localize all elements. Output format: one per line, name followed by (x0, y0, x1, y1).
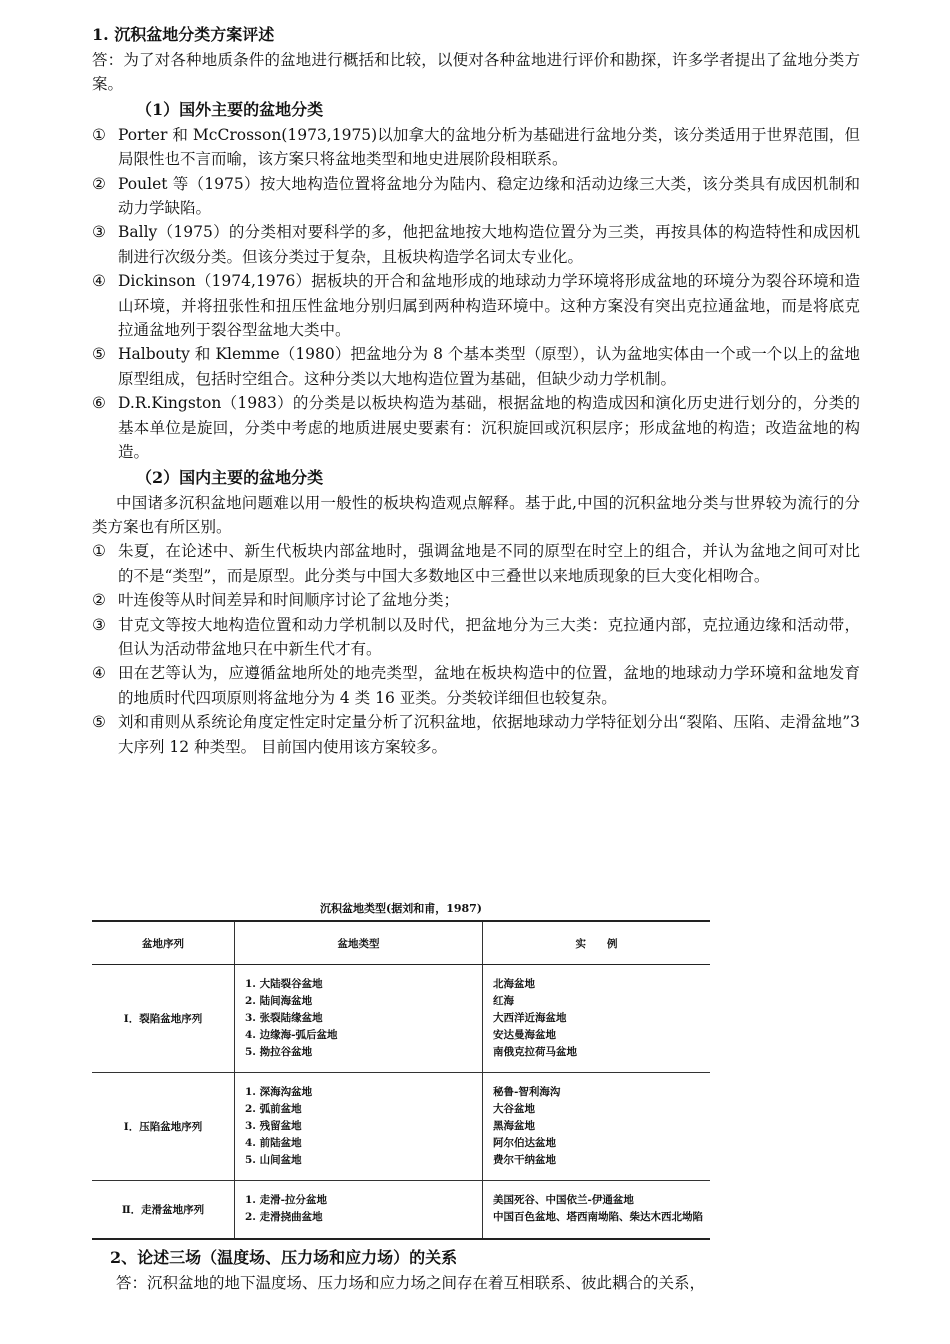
foreign-list (92, 123, 860, 465)
table-title: 沉积盆地类型(据刘和甫，1987) (319, 902, 483, 915)
example-item: 大谷盆地 (493, 1103, 535, 1115)
table-row (92, 1073, 710, 1181)
section1-title: 1. 沉积盆地分类方案评述 (92, 25, 275, 44)
list-item (92, 220, 860, 269)
examples-cell (483, 1073, 711, 1181)
list-item (92, 269, 860, 342)
example-item: 阿尔伯达盆地 (493, 1137, 556, 1149)
item-number: ④ (92, 272, 106, 291)
item-number: ⑥ (92, 394, 106, 413)
example-item: 中国百色盆地、塔西南坳陷、柴达木西北坳陷 (493, 1211, 703, 1224)
item-number: ① (92, 542, 106, 561)
type-item: 2. 弧前盆地 (245, 1103, 302, 1115)
section2-intro: 答：沉积盆地的地下温度场、压力场和应力场之间存在着互相联系、彼此耦合的关系， (116, 1274, 706, 1292)
type-item: 1. 走滑-拉分盆地 (245, 1194, 327, 1207)
foreign-heading: （1）国外主要的盆地分类 (136, 99, 324, 119)
list-item (92, 539, 860, 588)
item-text: 刘和甫则从系统论角度定性定时定量分析了沉积盆地，依据地球动力学特征划分出“裂陷、压陷、走滑盆地”3 大序列 12 种类型。 目前国内使用该方案较多。 (118, 713, 860, 756)
basin-classification-table-figure (92, 898, 710, 1240)
item-number: ④ (92, 664, 106, 683)
item-text: Halbouty 和 Klemme（1980）把盆地分为 8 个基本类型（原型），认为盆地实体由一个或一个以上的盆地原型组成，包括时空组合。这种分类以大地构造位置为基础，但缺少动力学机制。 (118, 345, 860, 388)
section2 (92, 1245, 860, 1295)
domestic-intro: 中国诸多沉积盆地问题难以用一般性的板块构造观点解释。基于此,中国的沉积盆地分类与世界较为流行的分类方案也有所区别。 (92, 493, 860, 536)
type-item: 3. 残留盆地 (245, 1120, 302, 1132)
header-examples: 实 例 (483, 921, 711, 965)
section2-title: 2、论述三场（温度场、压力场和应力场）的关系 (110, 1248, 458, 1267)
item-text: Porter 和 McCrosson(1973,1975)以加拿大的盆地分析为基础进行盆地分类，该分类适用于世界范围，但局限性也不言而喻，该方案只将盆地类型和地史进展阶段相联系。 (118, 125, 860, 169)
type-item: 2. 陆间海盆地 (245, 995, 313, 1007)
list-item (92, 588, 860, 612)
document-body (92, 22, 860, 759)
example-item: 秘鲁-智利海沟 (493, 1086, 561, 1098)
types-cell (235, 965, 483, 1073)
list-item (92, 172, 860, 221)
examples-cell (483, 965, 711, 1073)
table-row (92, 965, 710, 1073)
list-item (92, 391, 860, 464)
item-number: ⑤ (92, 713, 106, 732)
item-number: ② (92, 591, 106, 610)
example-item: 美国死谷、中国依兰-伊通盆地 (493, 1194, 634, 1207)
item-text: D.R.Kingston（1983）的分类是以板块构造为基础，根据盆地的构造成因和演化历史进行划分的，分类的基本单位是旋回，分类中考虑的地质进展史要素有：沉积旋回或沉积层序；形成盆地的构造；改造盆地的构造。 (118, 394, 860, 462)
table-row (92, 1181, 710, 1239)
type-item: 1. 深海沟盆地 (245, 1086, 313, 1098)
item-number: ⑤ (92, 345, 106, 364)
item-text: 叶连俊等从时间差异和时间顺序讨论了盆地分类； (118, 591, 460, 610)
item-number: ② (92, 174, 106, 193)
types-cell (235, 1073, 483, 1181)
type-item: 2. 走滑挠曲盆地 (245, 1211, 323, 1224)
type-item: 1. 大陆裂谷盆地 (245, 978, 323, 990)
example-item: 费尔干纳盆地 (493, 1154, 556, 1166)
domestic-heading: （2）国内主要的盆地分类 (136, 467, 324, 487)
type-item: 4. 边缘海-弧后盆地 (245, 1029, 338, 1041)
type-item: 4. 前陆盆地 (245, 1137, 302, 1149)
item-text: 田在艺等认为，应遵循盆地所处的地壳类型，盆地在板块构造中的位置，盆地的地球动力学环境和盆地发育的地质时代四项原则将盆地分为 4 类 16 亚类。分类较详细但也较复杂。 (118, 664, 860, 707)
basin-classification-table (92, 920, 710, 1240)
item-text: 朱夏，在论述中、新生代板块内部盆地时，强调盆地是不同的原型在时空上的组合，并认为盆地之间可对比的不是“类型”，而是原型。此分类与中国大多数地区中三叠世以来地质现象的巨大变化相吻合。 (118, 542, 860, 585)
item-number: ③ (92, 615, 106, 634)
series-cell: Ⅱ．走滑盆地序列 (92, 1181, 235, 1239)
section1-intro: 答：为了对各种地质条件的盆地进行概括和比较，以便对各种盆地进行评价和勘探，许多学者提出了盆地分类方案。 (92, 51, 860, 94)
list-item (92, 123, 860, 172)
item-number: ③ (92, 223, 106, 242)
list-item (92, 710, 860, 759)
type-item: 5. 山间盆地 (245, 1154, 302, 1166)
item-text: Bally（1975）的分类相对要科学的多，他把盆地按大地构造位置分为三类，再按具体的构造特性和成因机制进行次级分类。但该分类过于复杂，且板块构造学名词太专业化。 (118, 223, 860, 266)
example-item: 大西洋近海盆地 (493, 1012, 567, 1024)
series-cell: I．裂陷盆地序列 (92, 965, 235, 1073)
example-item: 南俄克拉荷马盆地 (493, 1046, 577, 1058)
series-cell: Ⅰ．压陷盆地序列 (92, 1073, 235, 1181)
item-text: Poulet 等（1975）按大地构造位置将盆地分为陆内、稳定边缘和活动边缘三大类，该分类具有成因机制和动力学缺陷。 (118, 174, 860, 218)
list-item (92, 613, 860, 662)
table-header-row (92, 921, 710, 965)
examples-cell (483, 1181, 711, 1239)
item-number: ① (92, 125, 106, 144)
item-text: 甘克文等按大地构造位置和动力学机制以及时代，把盆地分为三大类：克拉通内部，克拉通边缘和活动带，但认为活动带盆地只在中新生代才有。 (118, 615, 860, 658)
example-item: 安达曼海盆地 (493, 1029, 556, 1041)
domestic-list (92, 539, 860, 759)
header-types: 盆地类型 (235, 921, 483, 965)
type-item: 3. 张裂陆缘盆地 (245, 1012, 323, 1024)
type-item: 5. 拗拉谷盆地 (245, 1046, 313, 1058)
list-item (92, 342, 860, 391)
list-item (92, 661, 860, 710)
example-item: 红海 (493, 995, 514, 1007)
types-cell (235, 1181, 483, 1239)
example-item: 北海盆地 (493, 978, 535, 990)
example-item: 黑海盆地 (493, 1120, 535, 1132)
header-series: 盆地序列 (92, 921, 235, 965)
item-text: Dickinson（1974,1976）据板块的开合和盆地形成的地球动力学环境将形成盆地的环境分为裂谷环境和造山环境，并将扭张性和扭压性盆地分别归属到两种构造环境中。这种方案没有突出克拉通盆地，而是将底克拉通盆地列于裂谷型盆地大类中。 (118, 272, 860, 340)
